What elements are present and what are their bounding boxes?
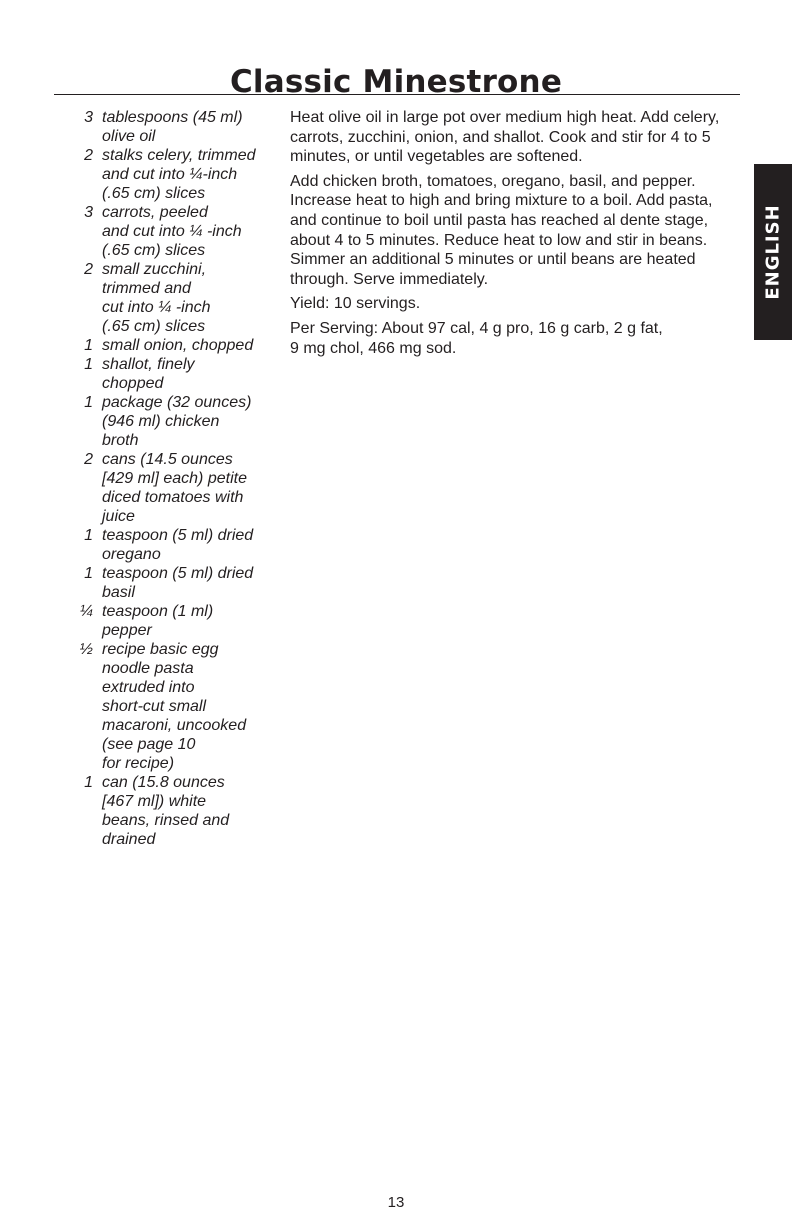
- page-number: 13: [387, 1194, 405, 1211]
- ingredient-item: [60, 108, 282, 146]
- ingredient-quantity: ½: [79, 641, 93, 658]
- ingredient-text: teaspoon (5 ml) dried oregano: [102, 527, 254, 563]
- ingredient-item: [60, 203, 282, 260]
- yield-text: Yield: 10 servings.: [290, 295, 421, 313]
- ingredient-text: teaspoon (1 ml) pepper: [102, 603, 214, 639]
- ingredient-item: [60, 393, 282, 450]
- ingredient-quantity: 2: [84, 261, 93, 278]
- page-title: Classic Minestrone: [229, 63, 563, 100]
- ingredient-text: teaspoon (5 ml) dried basil: [102, 565, 254, 601]
- ingredient-item: [60, 526, 282, 564]
- ingredient-text: shallot, finely chopped: [102, 356, 195, 392]
- ingredient-text: small onion, chopped: [102, 337, 254, 354]
- ingredient-quantity: 3: [84, 109, 93, 126]
- ingredient-quantity: 1: [84, 356, 93, 373]
- ingredient-item: [60, 773, 282, 849]
- ingredient-text: carrots, peeled and cut into ¼ -inch (.65 cm) slices: [102, 204, 242, 259]
- ingredient-text: package (32 ounces) (946 ml) chicken broth: [102, 394, 252, 449]
- ingredient-quantity: 2: [84, 147, 93, 164]
- ingredient-text: cans (14.5 ounces [429 ml] each) petite diced tomatoes with juice: [102, 451, 247, 525]
- ingredient-item: [60, 260, 282, 336]
- ingredient-text: tablespoons (45 ml) olive oil: [102, 109, 243, 145]
- nutrition-info: Per Serving: About 97 cal, 4 g pro, 16 g carb, 2 g fat, 9 mg chol, 466 mg sod.: [290, 319, 663, 357]
- method-step-2: Add chicken broth, tomatoes, oregano, basil, and pepper. Increase heat to high and bring mixture to a boil. Add pasta, and continue to boil until pasta has reached al dente stage, about 4 to 5 minutes. Reduce heat to low and stir in beans. Simmer an additional 5 minutes or until beans are heated through. Serve immediately.: [290, 172, 713, 288]
- ingredient-quantity: 1: [84, 394, 93, 411]
- ingredient-list: [60, 108, 282, 849]
- title-divider: [54, 94, 740, 95]
- ingredient-item: [60, 640, 282, 773]
- ingredient-text: can (15.8 ounces [467 ml]) white beans, rinsed and drained: [102, 774, 230, 848]
- ingredient-text: small zucchini, trimmed and cut into ¼ -inch (.65 cm) slices: [102, 261, 211, 335]
- method-instructions: [290, 108, 740, 363]
- ingredient-text: stalks celery, trimmed and cut into ¼-inch (.65 cm) slices: [102, 147, 256, 202]
- ingredient-quantity: 1: [84, 527, 93, 544]
- ingredient-quantity: 1: [84, 337, 93, 354]
- ingredient-quantity: 1: [84, 565, 93, 582]
- ingredient-item: [60, 564, 282, 602]
- language-tab: [754, 164, 792, 340]
- ingredient-item: [60, 355, 282, 393]
- ingredient-quantity: 2: [84, 451, 93, 468]
- ingredient-item: [60, 450, 282, 526]
- ingredient-quantity: ¼: [79, 603, 93, 620]
- language-tab-label: ENGLISH: [762, 204, 784, 300]
- ingredient-quantity: 1: [84, 774, 93, 791]
- ingredient-item: [60, 602, 282, 640]
- method-step-1: Heat olive oil in large pot over medium high heat. Add celery, carrots, zucchini, onion, and shallot. Cook and stir for 4 to 5 minutes, or until vegetables are softened.: [290, 109, 720, 166]
- ingredient-item: [60, 336, 282, 355]
- ingredient-quantity: 3: [84, 204, 93, 221]
- ingredient-item: [60, 146, 282, 203]
- ingredient-text: recipe basic egg noodle pasta extruded into short-cut small macaroni, uncooked (see page 10 for recipe): [102, 641, 247, 772]
